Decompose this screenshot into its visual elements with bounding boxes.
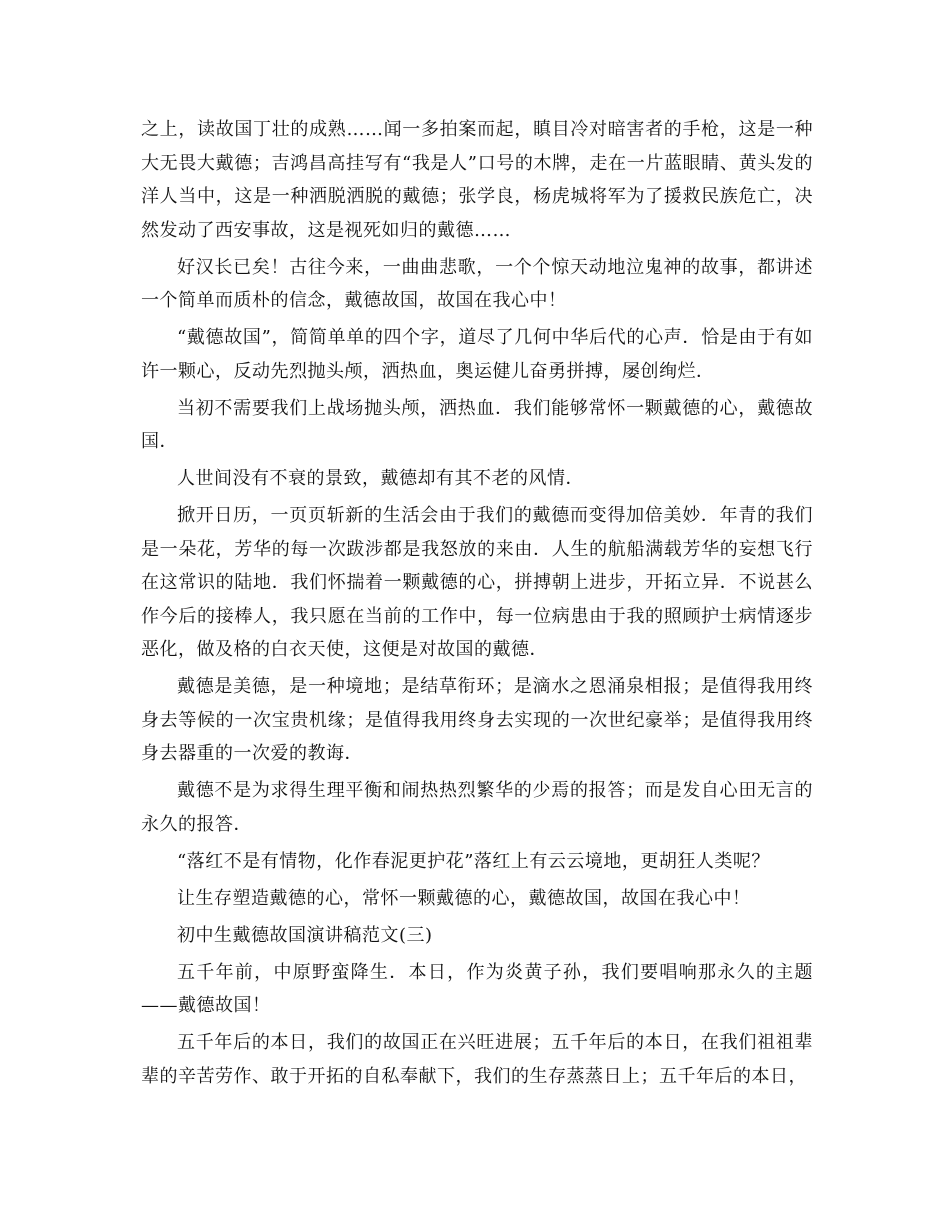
paragraph-5: 人世间没有不衰的景致，戴德却有其不老的风情． — [177, 468, 584, 489]
paragraph-6: 掀开日历，一页页斩新的生活会由于我们的戴德而变得加倍美妙．年青的我们是一朵花，芳华的每一次跋涉都是我怒放的来由．人生的航船满载芳华的妄想飞行在这常识的陆地．我们怀揣着一颗戴德的心，拼搏朝上进步，开拓立异．不说甚么作今后的接棒人，我只愿在当前的工作中，每一位病患由于我的照顾护士病情逐步恶化，做及格的白衣天使，这便是对故国的戴德． — [141, 505, 813, 660]
paragraph-3: “戴德故国”，简简单单的四个字，道尽了几何中华后代的心声．恰是由于有如许一颗心，反动先烈抛头颅，洒热血，奥运健儿奋勇拼搏，屡创绚烂． — [141, 327, 813, 382]
paragraph-4: 当初不需要我们上战场抛头颅，洒热血．我们能够常怀一颗戴德的心，戴德故国． — [141, 397, 813, 452]
paragraph-9: “落红不是有情物，化作春泥更护花”落红上有云云境地，更胡狂人类呢？ — [177, 850, 770, 872]
paragraph-13: 五千年后的本日，我们的故国正在兴旺进展；五千年后的本日，在我们祖祖辈辈的辛苦劳作、敢于开拓的自私奉献下，我们的生存蒸蒸日上；五千年后的本日， — [141, 1032, 813, 1087]
paragraph-12: 五千年前，中原野蛮降生．本日，作为炎黄子孙，我们要唱响那永久的主题——戴德故国！ — [141, 961, 813, 1016]
paragraph-1: 之上，读故国丁壮的成熟……闻一多拍案而起，瞋目冷对暗害者的手枪，这是一种大无畏大戴德；吉鸿昌高挂写有“我是人”口号的木牌，走在一片蓝眼睛、黄头发的洋人当中，这是一种洒脱洒脱的戴德；张学良，杨虎城将军为了援救民族危亡，决然发动了西安事故，这是视死如归的戴德…… — [141, 119, 813, 241]
section-heading: 初中生戴德故国演讲稿范文(三) — [177, 924, 433, 946]
paragraph-7: 戴德是美德，是一种境地；是结草衔环；是滴水之恩涌泉相报；是值得我用终身去等候的一次宝贵机缘；是值得我用终身去实现的一次世纪豪举；是值得我用终身去器重的一次爱的教诲． — [141, 676, 813, 764]
paragraph-2: 好汉长已矣！古往今来，一曲曲悲歌，一个个惊天动地泣鬼神的故事，都讲述一个简单而质朴的信念，戴德故国，故国在我心中！ — [141, 256, 813, 311]
paragraph-8: 戴德不是为求得生理平衡和闹热热烈繁华的少焉的报答；而是发自心田无言的永久的报答． — [141, 780, 813, 835]
document-body — [141, 113, 813, 1097]
paragraph-10: 让生存塑造戴德的心，常怀一颗戴德的心，戴德故国，故国在我心中！ — [177, 887, 751, 909]
